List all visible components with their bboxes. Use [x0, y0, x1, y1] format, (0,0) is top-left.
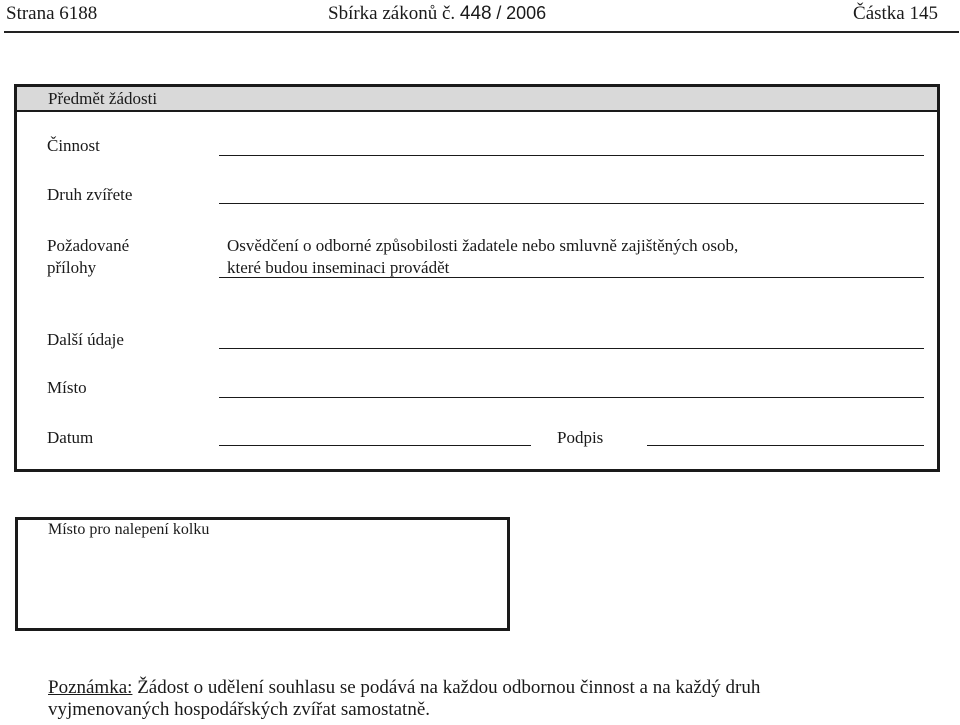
animal-species-field[interactable]	[219, 203, 924, 204]
form-section-header	[17, 87, 937, 112]
separator: /	[496, 3, 502, 23]
law-year: 2006	[506, 3, 547, 23]
note-text-line2: vyjmenovaných hospodářských zvířat samostatně.	[48, 699, 431, 720]
page-number: Strana 6188	[6, 3, 98, 24]
other-info-label: Další údaje	[47, 330, 124, 349]
note	[48, 677, 948, 721]
collection-prefix: Sbírka zákonů č.	[328, 3, 456, 24]
place-field[interactable]	[219, 397, 924, 398]
attachments-label-line1: Požadované	[47, 236, 130, 255]
activity-field[interactable]	[219, 155, 924, 156]
place-label: Místo	[47, 378, 87, 397]
attachments-text-line2: které budou inseminaci provádět	[227, 258, 450, 277]
header-divider	[4, 31, 959, 33]
date-field[interactable]	[219, 445, 531, 446]
date-label: Datum	[47, 428, 94, 447]
attachments-field[interactable]	[219, 277, 924, 278]
form-section-title: Předmět žádosti	[48, 89, 158, 108]
note-prefix: Poznámka:	[48, 677, 133, 698]
collection-reference	[328, 3, 546, 25]
signature-field[interactable]	[647, 445, 924, 446]
stamp-area-label: Místo pro nalepení kolku	[48, 521, 210, 538]
attachments-label-line2: přílohy	[47, 258, 97, 277]
activity-label: Činnost	[47, 136, 100, 155]
page-header	[0, 0, 960, 30]
request-subject-box	[14, 84, 940, 472]
other-info-field[interactable]	[219, 348, 924, 349]
attachments-text-line1: Osvědčení o odborné způsobilosti žadatele nebo smluvně zajištěných osob,	[227, 236, 739, 255]
animal-species-label: Druh zvířete	[47, 185, 133, 204]
law-number: 448	[459, 3, 492, 24]
signature-label: Podpis	[557, 428, 604, 447]
note-text-line1: Žádost o udělení souhlasu se podává na každou odbornou činnost a na každý druh	[132, 677, 761, 698]
issue-number: Částka 145	[853, 3, 938, 24]
